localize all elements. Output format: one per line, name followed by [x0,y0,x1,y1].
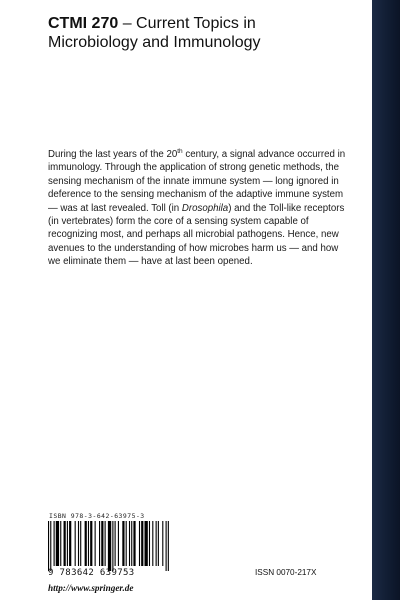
barcode-bar [99,521,100,566]
barcode-bar [69,521,71,566]
barcode-bar [152,521,153,566]
barcode-bar [78,521,79,566]
series-code: CTMI 270 [48,15,119,32]
barcode-digits: 9 783642 639753 [48,568,135,578]
barcode-bar [85,521,87,566]
barcode-bar [122,521,124,566]
barcode-bar [129,521,130,566]
barcode-bar [115,521,116,566]
barcode-bar [54,521,55,566]
barcode-bar [50,521,51,571]
barcode-bar [133,521,135,566]
barcode-bar [144,521,147,566]
description-superscript: th [177,147,183,155]
barcode-bar [60,521,61,566]
barcode-bar [105,521,106,566]
barcode-bar [126,521,127,566]
description-part-1: During the last years of the 20 [48,149,178,160]
barcode-bar [101,521,103,566]
publisher-url: http://www.springer.de [48,583,134,593]
barcode-bar [158,521,159,566]
barcode-bar [112,521,113,571]
barcode-bar [118,521,119,566]
book-description [48,148,348,269]
barcode-image [48,521,170,571]
barcode-bar [131,521,132,566]
barcode-bar [67,521,68,566]
barcode-bar [75,521,76,566]
barcode-bar [90,521,92,566]
cover-spine-edge [372,0,400,600]
description-part-2: century, a signal advance occurred in immunology. Through the application of strong genetic methods, the sensing mechanism of the innate immune system — long ignored in deference to the sensing mechanism of the adaptive immune system — was at last revealed. Toll (in [48,149,346,214]
series-title [48,14,348,52]
barcode-bar [80,521,81,566]
barcode-bar [108,521,111,571]
barcode-bar [162,521,163,566]
barcode-bar [64,521,66,566]
barcode-bar [166,521,167,571]
barcode-bar [141,521,143,566]
isbn-label: ISBN 978-3-642-63975-3 [49,512,145,520]
barcode-bar [56,521,59,566]
barcode-bar [88,521,89,566]
barcode-bar [149,521,150,566]
description-italic: Drosophila [181,202,229,214]
barcode-bar [168,521,169,571]
barcode-bar [48,521,49,571]
barcode-bar [95,521,96,566]
barcode-bar [139,521,140,566]
barcode-bar [156,521,157,566]
issn-label: ISSN 0070-217X [255,568,317,577]
description-part-3: ) and the Toll-like receptors (in vertebrates) form the core of a sensing system capable of recognizing most, and perhaps all microbial pathogens. Hence, new avenues to the understanding of how microbes harm us — and how we eliminate them — have at last been opened. [48,202,345,268]
series-name: – Current Topics in Microbiology and Immunology [48,15,261,51]
